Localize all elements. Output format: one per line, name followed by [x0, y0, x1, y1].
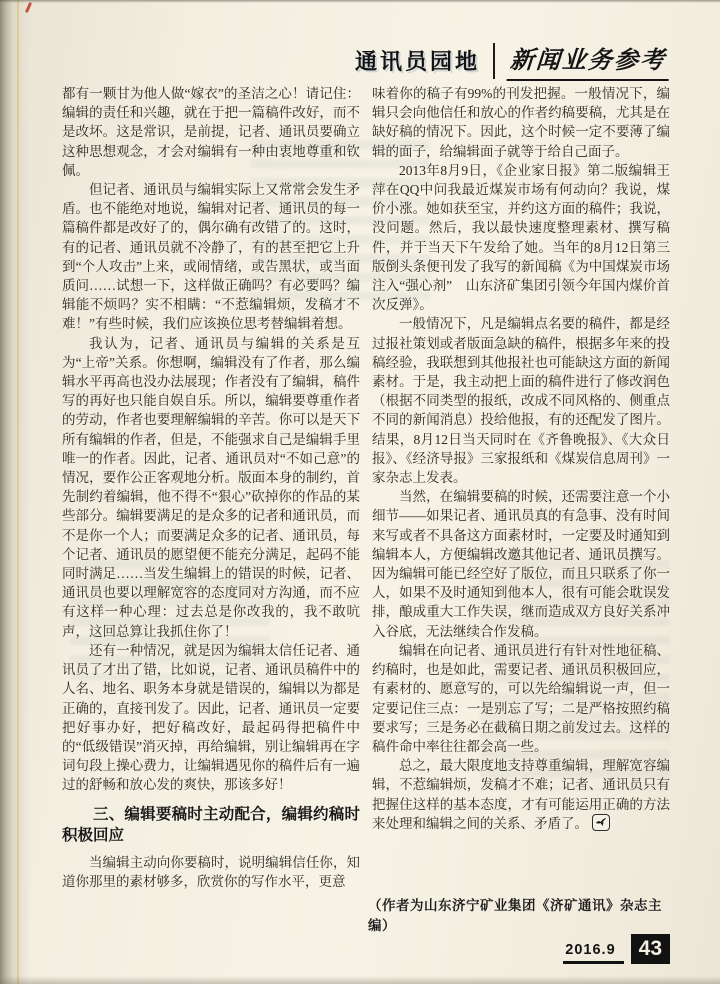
page-header	[355, 40, 670, 81]
header-divider	[493, 43, 495, 79]
issue-date: 2016.9	[563, 942, 623, 964]
paragraph: 味着你的稿子有99%的刊发把握。一般情况下，编辑只会向他信任和放心的作者约稿要稿，尤其是在缺好稿的情况下。因此，这个时候一定不要薄了编辑的面子，给编辑面子就等于给自己面子。	[372, 86, 670, 159]
page-number: 43	[631, 934, 670, 964]
right-text-column	[372, 84, 670, 833]
section-heading: 三、编辑要稿时主动配合，编辑约稿时积极回应	[62, 805, 360, 844]
journal-title: 新闻业务参考	[507, 40, 672, 81]
page-footer	[563, 934, 670, 964]
paragraph: 2013年8月9日，《企业家日报》第二版编辑王萍在QQ中问我最近煤炭市场有何动向？我说，煤价小涨。她如获至宝，并约这方面的稿件；我说，没问题。然后，我以最快速度整理素材、撰写稿件，并于当天下午发给了她。当年的8月12日第三版倒头条便刊发了我写的新闻稿《为中国煤炭市场注入“强心剂” 山东济矿集团引领今年国内煤价首次反弹》。	[372, 162, 670, 313]
paragraph: 都有一颗甘为他人做“嫁衣”的圣洁之心！请记住：编辑的责任和兴趣，就在于把一篇稿件改好，而不是改坏。这是常识，是前提，记者、通讯员要确立这种思想观念，才会对编辑有一种由衷地尊重和钦佩。	[62, 86, 360, 178]
paragraph: 当然，在编辑要稿的时候，还需要注意一个小细节——如果记者、通讯员真的有急事、没有时间来写或者不具备这方面素材时，一定要及时通知到编辑本人，方便编辑改邀其他记者、通讯员撰写。因为编辑可能已经空好了版位，而且只联系了你一人，如果不及时通知到他本人，很有可能会耽误发排，酿成重大工作失误，继而造成双方良好关系冲入谷底，无法继续合作发稿。	[372, 489, 670, 639]
paragraph	[372, 756, 670, 833]
scan-top-edge	[0, 0, 720, 3]
page-binding-crease	[17, 0, 19, 984]
section-label: 通讯员园地	[354, 49, 480, 74]
author-note: （作者为山东济宁矿业集团《济矿通讯》杂志主编）	[368, 898, 662, 933]
paragraph: 我认为，记者、通讯员与编辑的关系是互为“上帝”关系。你想啊，编辑没有了作者，那么编辑水平再高也没办法展现；作者没有了编辑，稿件写的再好也只能自娱自乐。所以，编辑要尊重作者的劳动，作者也要理解编辑的辛苦。你可以是天下所有编辑的作者，但是，不能强求自己是编辑手里唯一的作者。因此，记者、通讯员对“不如己意”的情况，要作公正客观地分析。版面本身的制约，首先制约着编辑，他不得不“狠心”砍掉你的作品的某些部分。编辑要满足的是众多的记者和通讯员，而不是你一个人；而要满足众多的记者、通讯员，每个记者、通讯员的愿望便不能充分满足，起码不能同时满足……当发生编辑上的错误的时候，记者、通讯员也要以理解宽容的态度同对方沟通，而不应有这样一种心理：过去总是你改我的，我不敢吭声，这回总算让我抓住你了！	[62, 335, 360, 639]
end-of-article-swallow-icon	[592, 814, 610, 831]
paragraph: 编辑在向记者、通讯员进行有针对性地征稿、约稿时，也是如此，需要记者、通讯员积极回应，有素材的、愿意写的，可以先给编辑说一声，但一定要记住三点：一是别忘了写；二是严格按照约稿要求写；三是务必在截稿日期之前发过去。这样的稿件命中率往往都会高一些。	[372, 642, 670, 754]
paragraph: 一般情况下，凡是编辑点名要的稿件，都是经过报社策划或者版面急缺的稿件，根据多年来的投稿经验，我联想到其他报社也可能缺这方面的新闻素材。于是，我主动把上面的稿件进行了修改润色（根据不同类型的报纸，改成不同风格的、侧重点不同的新闻消息）投给他报，有的还配发了图片。结果，8月12日当天同时在《齐鲁晚报》、《大众日报》、《经济导报》三家报纸和《煤炭信息周刊》一家杂志上发表。	[372, 316, 670, 486]
paragraph: 但记者、通讯员与编辑实际上又常常会发生矛盾。也不能绝对地说，编辑对记者、通讯员的每一篇稿件都是改好了的，偶尔确有改错了的。这时，有的记者、通讯员就不冷静了，有的甚至把它上升到“个人攻击”上来，或闹情绪，或告黑状，或当面质问……试想一下，这样做正确吗？有必要吗？编辑能不烦吗？实不相瞒：“不惹编辑烦，发稿才不难！”有些时候，我们应该换位思考替编辑着想。	[62, 182, 360, 332]
scan-bottom-edge	[0, 976, 720, 984]
paragraph-text: 总之，最大限度地支持尊重编辑，理解宽容编辑，不惹编辑烦，发稿才不难；记者、通讯员只有把握住这样的基本态度，才有可能运用正确的方法来处理和编辑之间的关系、矛盾了。	[372, 758, 670, 831]
page-gutter-shadow	[0, 0, 30, 984]
paragraph: 还有一种情况，就是因为编辑太信任记者、通讯员了才出了错，比如说，记者、通讯员稿件中的人名、地名、职务本身就是错误的，编辑以为都是正确的，直接刊发了。因此，记者、通讯员一定要把好事办好，把好稿改好，最起码得把稿件中的“低级错误”消灭掉，再给编辑，别让编辑再在字词句段上操心费力，让编辑遇见你的稿件后有一遍过的舒畅和放心发的爽快，那该多好！	[62, 642, 360, 793]
left-text-column	[62, 84, 360, 891]
paragraph: 当编辑主动向你要稿时，说明编辑信任你，知道你那里的素材够多，欣赏你的写作水平，更意	[62, 854, 360, 889]
